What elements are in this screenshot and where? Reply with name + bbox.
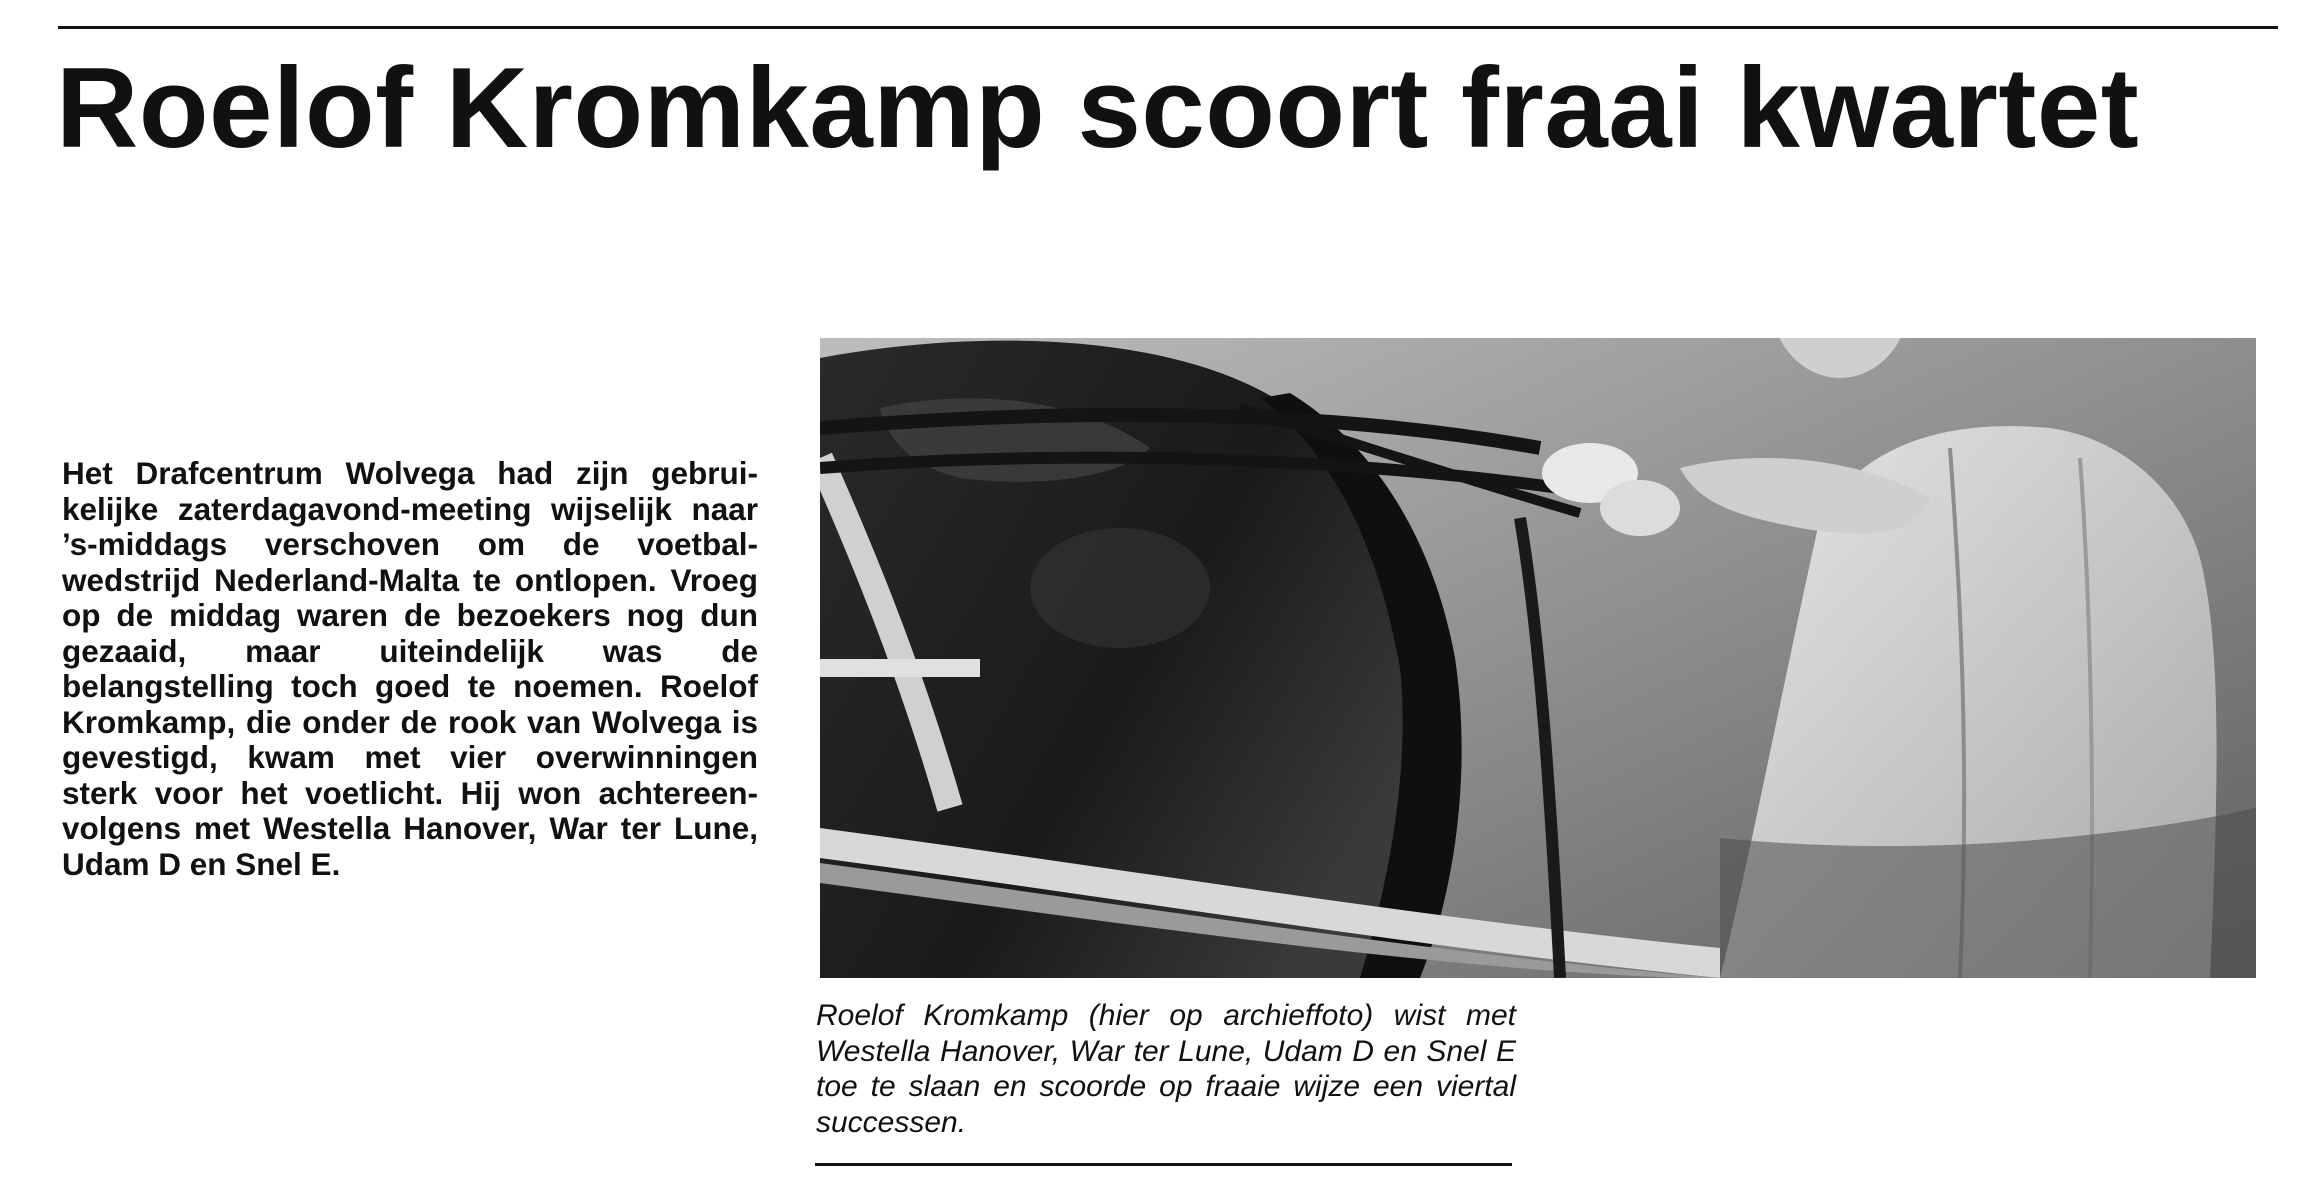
photo-illustration	[820, 338, 2256, 978]
photo-caption: Roelof Kromkamp (hier op archieffoto) wist met Westella Hanover, War ter Lune, Udam D en Snel E toe te slaan en scoorde op fraaie wijze een viertal successen.	[816, 999, 1516, 1139]
top-rule	[58, 26, 2278, 29]
headline: Roelof Kromkamp scoort fraai kwartet	[56, 45, 2140, 172]
article-body: Het Drafcentrum Wolvega had zijn gebruikelijke zaterdagavond-meeting wijselijk naar ’s-middags verschoven om de voetbalwedstrijd Nederland-Malta te ontlopen. Vroeg op de middag waren de bezoekers nog dun gezaaid, maar uiteindelijk was de belangstelling toch goed te noemen. Roelof Kromkamp, die onder de rook van Wolvega is gevestigd, kwam met vier overwinningen sterk voor het voetlicht. Hij won achtereenvolgens met Westella Hanover, War ter Lune, Udam D en Snel E.	[62, 455, 758, 882]
bottom-rule	[815, 1163, 1512, 1166]
article-photo	[820, 338, 2256, 978]
